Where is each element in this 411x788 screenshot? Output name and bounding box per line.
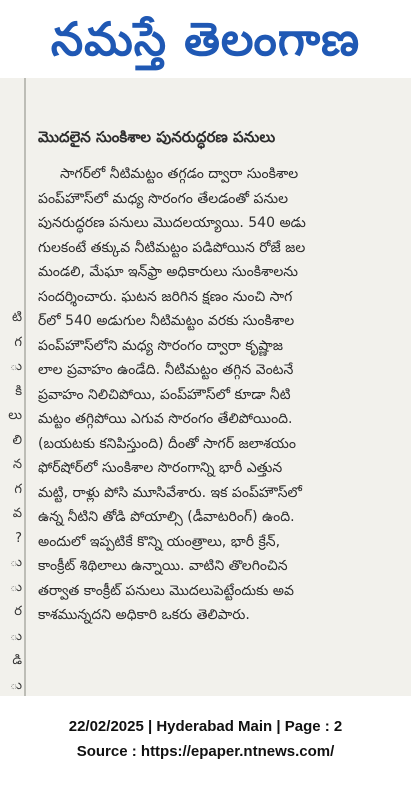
adjacent-column-fragment: ు	[9, 628, 22, 644]
adjacent-column-fragment: టి	[11, 310, 22, 325]
article-line: ప్రవాహం నిలిచిపోయి, పంప్‌హౌస్‌లో కూడా నీటి	[38, 386, 291, 403]
article-headline: మొదలైన సుంకిశాల పునరుద్ధరణ పనులు	[38, 128, 276, 146]
article-clipping	[0, 78, 411, 696]
adjacent-column-fragment: కి	[15, 383, 22, 399]
cut-off-previous-text	[38, 84, 338, 104]
article-line: అందులో ఇప్పటికే కొన్ని యంత్రాలు, భారీ క్రేన్,	[38, 533, 281, 550]
source-link: Source : https://epaper.ntnews.com/	[76, 743, 335, 760]
article-line: పంప్‌హౌస్‌లోని మధ్య సొరంగం ద్వారా కృష్ణాజ	[38, 337, 283, 354]
adjacent-column-fragment: డి	[12, 653, 22, 668]
adjacent-column-fragment: లి	[12, 432, 22, 448]
article-line: (బయటకు కనిపిస్తుంది) దీంతో సాగర్ జలాశయం	[38, 435, 297, 452]
article-line: గులకంటే తక్కువ నీటిమట్టం పడిపోయిన రోజే జల	[38, 239, 306, 256]
article-line: పంప్‌హౌస్‌లో మధ్య సొరంగం తేలడంతో పనుల	[38, 190, 289, 207]
article-line: ఉన్న నీటిని తోడి పోయాల్సి (డీవాటరింగ్) ఉంది.	[38, 509, 295, 525]
article-line: లాల ప్రవాహం ఉండేది. నీటిమట్టం తగ్గిన వెంటనే	[38, 362, 294, 378]
adjacent-column-fragment: ు	[9, 579, 22, 595]
adjacent-column-fragment: ు	[9, 677, 22, 693]
article-line: తర్వాత కాంక్రీట్ పనులు మొదలుపెట్టేందుకు అవ	[38, 582, 294, 599]
adjacent-column-fragment: ు	[9, 359, 22, 374]
article-line: సాగర్‌లో నీటిమట్టం తగ్గడం ద్వారా సుంకిశాల	[60, 166, 299, 182]
adjacent-column-fragment: ?	[15, 530, 22, 546]
article-line: మండలి, మేఘా ఇన్‌ఫ్రా అధికారులు సుంకిశాలను	[38, 264, 298, 280]
adjacent-column-fragment: లు	[8, 408, 22, 423]
masthead	[0, 0, 411, 78]
article-body	[38, 162, 400, 628]
column-divider	[24, 78, 26, 696]
article-line: మట్టి, రాళ్లు పోసి మూసివేశారు. ఇక పంప్‌హౌస్‌లో	[38, 484, 302, 501]
adjacent-column-fragment: వ	[12, 506, 22, 521]
article-line: కాశమున్నదని అధికారి ఒకరు తెలిపారు.	[38, 607, 250, 623]
article-line: ర్‌లో 540 అడుగుల నీటిమట్టం వరకు సుంకిశాల	[38, 313, 295, 329]
adjacent-column-fragment: గ	[14, 481, 22, 497]
adjacent-column-fragment: ు	[9, 555, 22, 570]
article-line: ఫోర్‌షోర్‌లో సుంకిశాల సొరంగాన్ని భారీ ఎత్తున	[38, 460, 283, 476]
article-line: పునరుద్ధరణ పనులు మొదలయ్యాయి. 540 అడు	[38, 215, 306, 231]
adjacent-column-fragment: న	[12, 457, 22, 472]
article-line: సందర్శించారు. ఘటన జరిగిన క్షణం నుంచి సాగ	[38, 288, 293, 305]
adjacent-column-fragments	[0, 306, 22, 696]
article-line: మట్టం తగ్గిపోయి ఎగువ సొరంగం తేలిపోయింది.	[38, 411, 293, 427]
footer	[0, 716, 411, 763]
adjacent-column-fragment: గ	[14, 334, 22, 350]
edition-info: 22/02/2025 | Hyderabad Main | Page : 2	[68, 718, 343, 735]
article-line: కాంక్రీట్ శిథిలాలు ఉన్నాయి. వాటిని తొలగించిన	[38, 558, 288, 574]
newspaper-title: నమస్తే తెలంగాణ	[50, 12, 361, 66]
adjacent-column-fragment: ర	[14, 604, 22, 619]
